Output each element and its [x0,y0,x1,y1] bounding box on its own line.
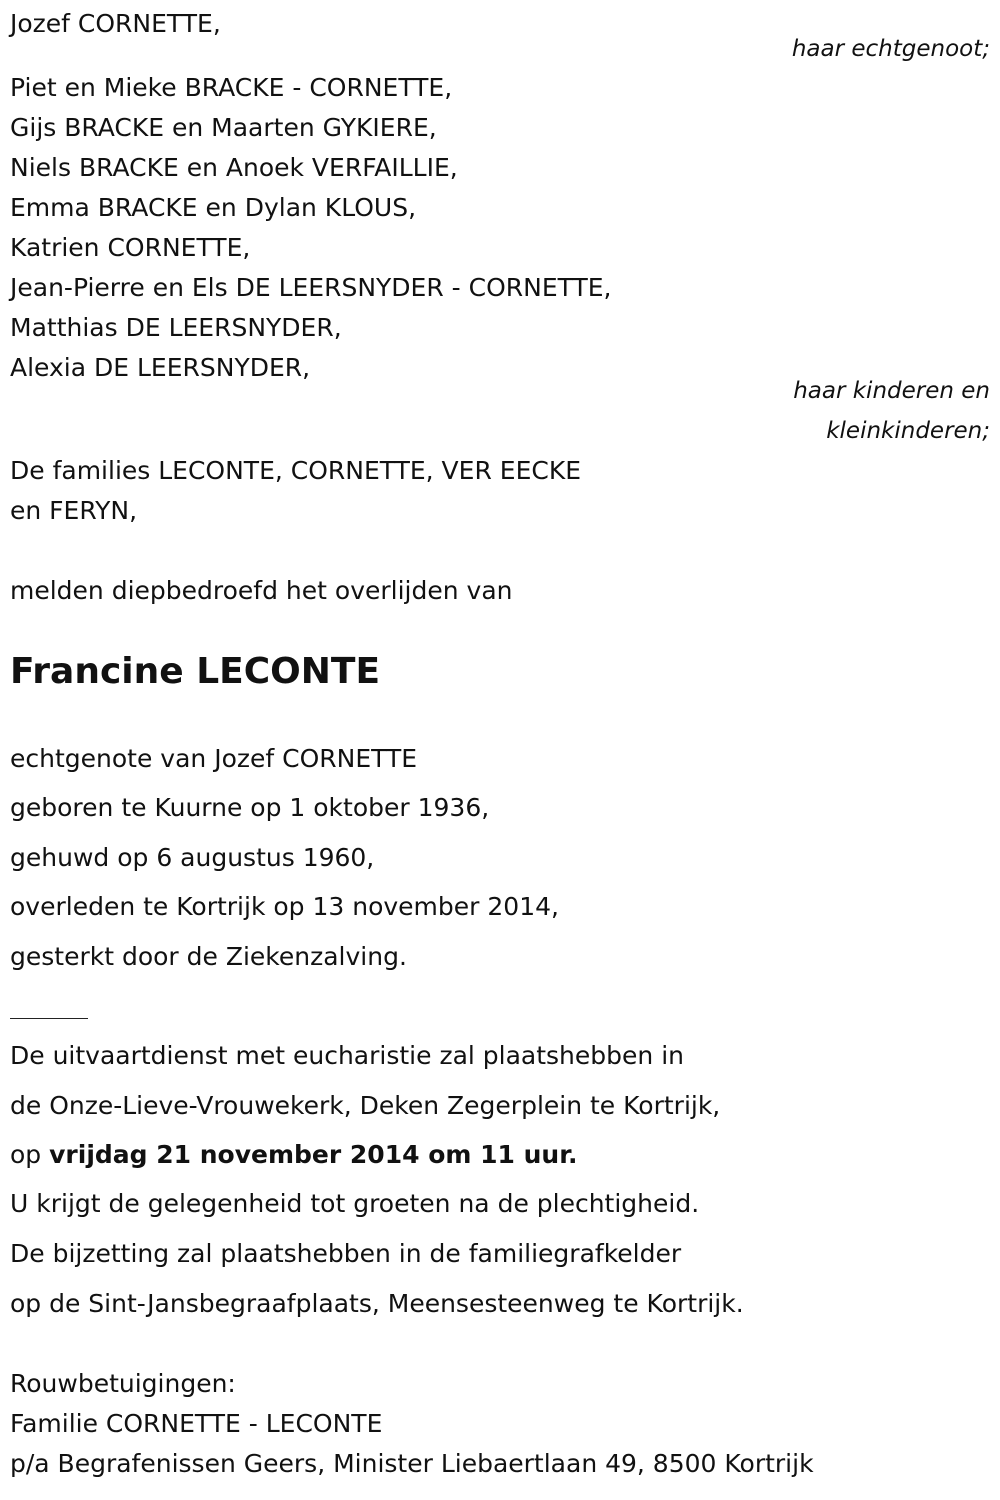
funeral-line-4: U krijgt de gelegenheid tot groeten na de plechtigheid. [10,1189,700,1218]
detail-line: overleden te Kortrijk op 13 november 2014, [10,892,559,921]
funeral-line-2: de Onze-Lieve-Vrouwekerk, Deken Zegerplein te Kortrijk, [10,1091,721,1120]
families-line-2: en FERYN, [10,496,138,525]
funeral-line-3 [10,1139,577,1171]
funeral-line-1: De uitvaartdienst met eucharistie zal plaatshebben in [10,1041,684,1070]
funeral-line-5: De bijzetting zal plaatshebben in de familiegrafkelder [10,1239,682,1268]
detail-line: geboren te Kuurne op 1 oktober 1936, [10,793,490,822]
announcement: melden diepbedroefd het overlijden van [10,576,513,605]
separator-line [10,1018,88,1019]
child-line: Jean-Pierre en Els DE LEERSNYDER - CORNETTE, [10,273,612,302]
spouse-label: haar echtgenoot; [791,36,990,62]
detail-line: gesterkt door de Ziekenzalving. [10,942,407,971]
child-line: Katrien CORNETTE, [10,233,251,262]
funeral-line-6: op de Sint-Jansbegraafplaats, Meensesteenweg te Kortrijk. [10,1289,744,1318]
child-line: Matthias DE LEERSNYDER, [10,313,342,342]
child-line: Alexia DE LEERSNYDER, [10,353,311,382]
children-label-1: haar kinderen en [793,378,990,404]
child-line: Niels BRACKE en Anoek VERFAILLIE, [10,153,458,182]
detail-line: echtgenote van Jozef CORNETTE [10,744,418,773]
child-line: Emma BRACKE en Dylan KLOUS, [10,193,417,222]
families-line-1: De families LECONTE, CORNETTE, VER EECKE [10,456,582,485]
child-line: Piet en Mieke BRACKE - CORNETTE, [10,73,453,102]
condolences-line-1: Familie CORNETTE - LECONTE [10,1409,383,1438]
children-label-2: kleinkinderen; [826,418,990,444]
deceased-name: Francine LECONTE [10,651,381,692]
detail-line: gehuwd op 6 augustus 1960, [10,843,375,872]
funeral-date: vrijdag 21 november 2014 om 11 uur. [49,1140,578,1169]
funeral-date-prefix: op [10,1140,50,1169]
child-line: Gijs BRACKE en Maarten GYKIERE, [10,113,437,142]
condolences-line-2: p/a Begrafenissen Geers, Minister Liebaertlaan 49, 8500 Kortrijk [10,1449,814,1478]
spouse-name: Jozef CORNETTE, [10,9,221,38]
condolences-heading: Rouwbetuigingen: [10,1369,236,1398]
